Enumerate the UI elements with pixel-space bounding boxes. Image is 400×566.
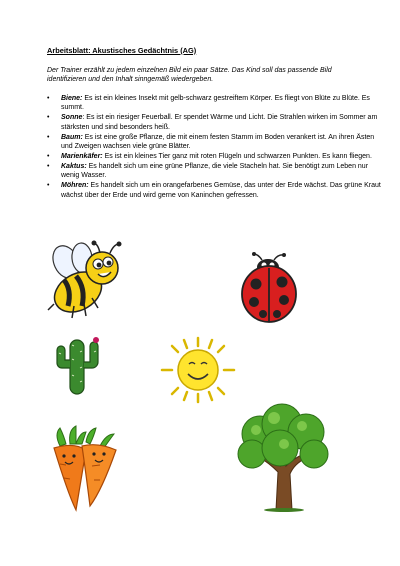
cactus-illustration (52, 332, 102, 396)
list-item-sonne (47, 113, 381, 132)
list-item-baum (47, 133, 381, 152)
bullet: • (47, 133, 50, 141)
item-text: Es handelt sich um ein orangefarbenes Gemüse, das unter der Erde wächst. Das grüne Kraut wächst über der Erde und wird gerne von Kaninchen gefressen. (61, 182, 381, 199)
item-text: Es ist eine große Pflanze, die mit einem festen Stamm im Boden verankert ist. An ihren Ästen und Zweigen wachsen viele grüne Blätter. (61, 133, 375, 151)
bullet: • (47, 162, 50, 170)
item-text: Es handelt sich um eine grüne Pflanze, die viele Stacheln hat. Sie benötigt zum Leben nur wenig Wasser. (61, 162, 369, 180)
bullet: • (47, 95, 50, 102)
item-term: Baum: (61, 133, 83, 141)
worksheet-intro: Der Trainer erzählt zu jedem einzelnen Bild ein paar Sätze. Das Kind soll das passende Bild identifizieren und den Inhalt sinngemäß wiedergeben. (47, 67, 332, 84)
list-item-biene (47, 94, 381, 113)
item-text: : Es ist ein riesiger Feuerball. Er spendet Wärme und Licht. Die Strahlen wirken im Sommer am stärksten und sind besonders heiß. (61, 114, 378, 131)
list-item-moehren (47, 181, 381, 200)
ladybug-illustration (238, 252, 300, 326)
item-term: Marienkäfer: (61, 152, 103, 160)
item-term: Biene: (61, 95, 83, 102)
list-item-marienkaefer (47, 152, 381, 161)
item-term: Möhren: (61, 182, 89, 190)
item-term: Sonne (61, 114, 83, 122)
item-term: Kaktus: (61, 162, 87, 170)
bullet: • (47, 114, 50, 122)
item-text: Es ist ein kleines Insekt mit gelb-schwarz gestreiftem Körper. Es fliegt von Blüte zu Blüte. Es summt. (61, 95, 370, 112)
worksheet-title: Arbeitsblatt: Akustisches Gedächtnis (AG) (47, 46, 197, 55)
list-item-kaktus (47, 162, 381, 181)
sun-illustration (156, 336, 240, 406)
bee-illustration (44, 240, 126, 324)
tree-illustration (232, 402, 334, 512)
description-list (47, 94, 381, 200)
bullet: • (47, 182, 50, 190)
bullet: • (47, 152, 50, 160)
item-text: Es ist ein kleines Tier ganz mit roten Flügeln und schwarzen Punkten. Es kann fliegen. (102, 152, 372, 160)
carrots-illustration (46, 424, 126, 514)
